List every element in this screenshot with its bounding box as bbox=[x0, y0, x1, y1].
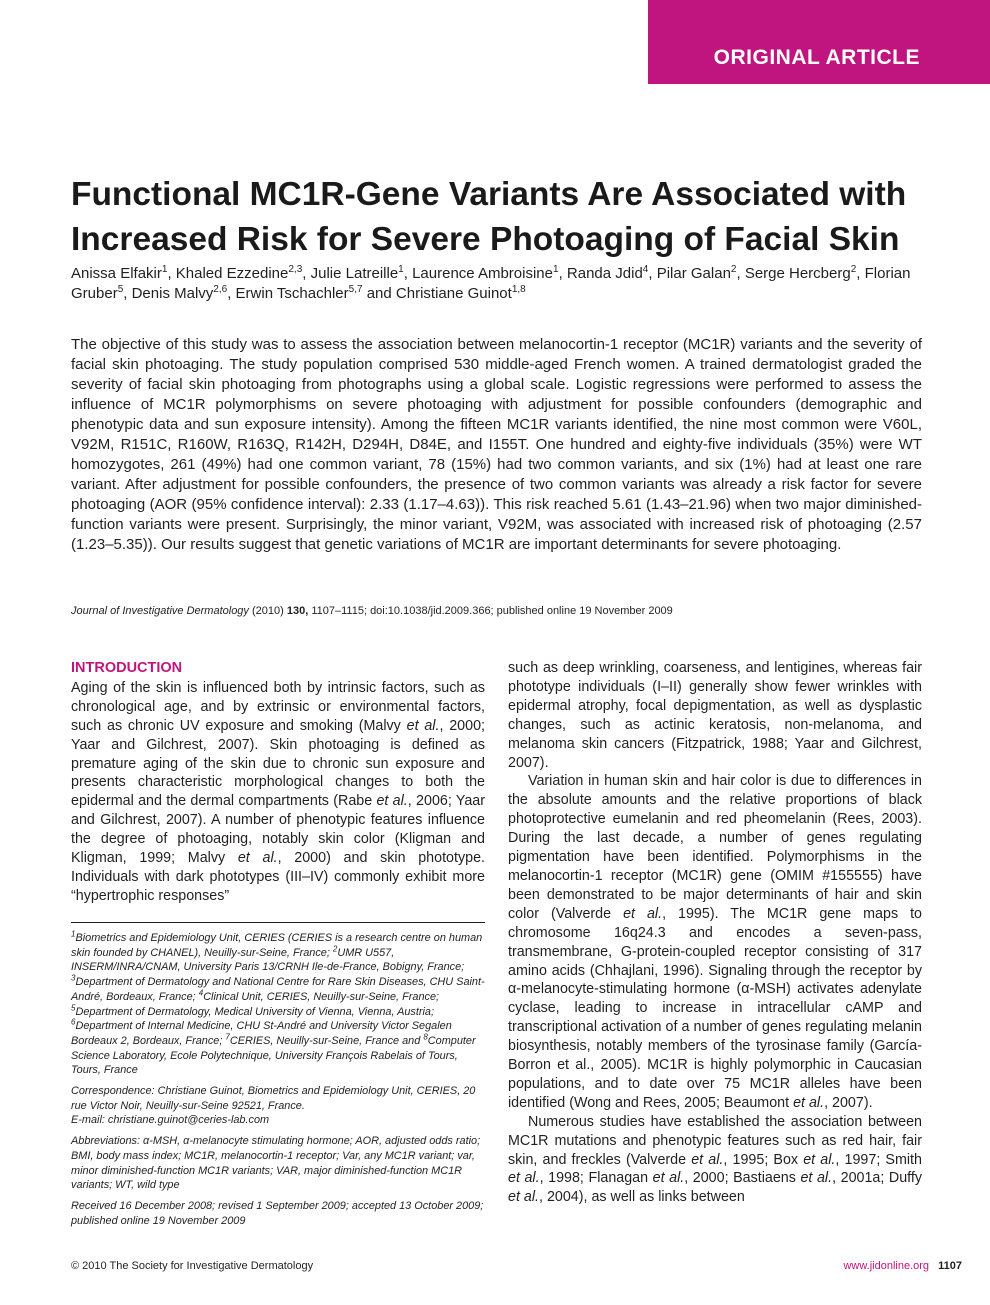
citation-year: (2010) bbox=[252, 605, 284, 617]
correspondence-block bbox=[71, 1084, 485, 1128]
article-type-banner bbox=[648, 0, 990, 84]
journal-url-link[interactable]: www.jidonline.org bbox=[843, 1260, 930, 1272]
author-affiliation-marker: 2 bbox=[850, 264, 857, 275]
author-name: Christiane Guinot bbox=[395, 285, 512, 302]
affiliations: $^1$Biometrics and Epidemiology Unit, CERIES (CERIES is a research centre on human skin founded by CHANEL), Neuilly-sur-Seine, France; $^2$UMR U557, INSERM/INRA/CNAM, University Paris 13/CRNH Ile-de-France, Bobigny, France; $^3$Department of Dermatology and National Centre for Rare Skin Diseases, CHU Saint-André, Bordeaux, France; $^4$Clinical Unit, CERIES, Neuilly-sur-Seine, France; $^5$Department of Dermatology, Medical University of Vienna, Vienna, Austria; $^6$Department of Internal Medicine, CHU St-André and University Victor Segalen Bordeaux 2, Bordeaux, France; $^7$CERIES, Neuilly-sur-Seine, France and $^8$Computer Science Laboratory, Ecole Polytechnique, University François Rabelais of Tours, Tours, France bbox=[71, 929, 485, 1077]
author-name: Pilar Galan bbox=[656, 265, 731, 282]
author-affiliation-marker: 2,6 bbox=[213, 284, 228, 295]
abbreviations: Abbreviations: α-MSH, α-melanocyte stimulating hormone; AOR, adjusted odds ratio; BMI, body mass index; MC1R, melanocortin-1 receptor; Var, any MC1R variant; var, minor diminished-function MC1R variants; VAR, major diminished-function MC1R variants; WT, wild type bbox=[71, 1135, 481, 1192]
footnotes bbox=[71, 931, 485, 1234]
author-name: Randa Jdid bbox=[566, 265, 643, 282]
intro-right-paragraph-2: Variation in human skin and hair color is due to differences in the absolute amounts and the relative proportions of black photoprotective eumelanin and red pheomelanin (Rees, 2003). During the last decade, a number of genes regulating pigmentation have been identified. Polymorphisms in the melanocortin-1 receptor (MC1R) gene (OMIM #155555) have been demonstrated to be major determinants of hair and skin color (Valverde et al., 1995). The MC1R gene maps to chromosome 16q24.3 and encodes a seven-pass, transmembrane, G-protein-coupled receptor consisting of 317 amino acids (Chhajlani, 1996). Signaling through the receptor by α-melanocyte-stimulating hormone (α-MSH) activates adenylate cyclase, leading to increase in intracellular cAMP and transcriptional activation of a number of genes regulating melanin biosynthesis, notably members of the tyrosinase family (García-Borron et al., 2005). MC1R is highly polymorphic in Caucasian populations, and to date over 75 MC1R alleles have been identified (Wong and Rees, 2005; Beaumont et al., 2007). bbox=[508, 773, 922, 1111]
author-affiliation-marker: 1,8 bbox=[511, 284, 526, 295]
author-name: Khaled Ezzedine bbox=[175, 265, 289, 282]
author-affiliation-marker: 1 bbox=[553, 264, 559, 275]
citation-journal: Journal of Investigative Dermatology bbox=[71, 605, 249, 617]
author-affiliation-marker: 1 bbox=[161, 264, 168, 275]
correspondence-email[interactable]: E-mail: christiane.guinot@ceries-lab.com bbox=[71, 1114, 270, 1127]
author-name: Florian Gruber bbox=[71, 265, 911, 302]
section-heading-introduction: INTRODUCTION bbox=[71, 660, 183, 676]
citation-rest: 1107–1115; doi:10.1038/jid.2009.366; published online 19 November 2009 bbox=[311, 605, 673, 617]
received-dates: Received 16 December 2008; revised 1 September 2009; accepted 13 October 2009; published online 19 November 2009 bbox=[71, 1199, 484, 1227]
author-affiliation-marker: 4 bbox=[642, 264, 649, 275]
footnote-divider bbox=[71, 922, 485, 923]
citation-volume: 130, bbox=[286, 605, 309, 617]
intro-paragraph: Aging of the skin is influenced both by intrinsic factors, such as chronological age, and by extrinsic or environmental factors, such as chronic UV exposure and smoking (Malvy et al., 2000; Yaar and Gilchrest, 2007). Skin photoaging is defined as premature aging of the skin due to chronic sun exposure and presents characteristic morphological changes to both the epidermal and the dermal compartments (Rabe et al., 2006; Yaar and Gilchrest, 2007). A number of phenotypic features influence the degree of photoaging, notably skin color (Kligman and Kligman, 1999; Malvy et al., 2000) and skin phototype. Individuals with dark phototypes (III–IV) commonly exhibit more “hypertrophic responses” bbox=[71, 679, 486, 904]
intro-right-paragraph-1: such as deep wrinkling, coarseness, and lentigines, whereas fair phototype individuals (I–II) generally show fewer wrinkles with epidermal atrophy, focal depigmentation, as well as dysplastic changes, such as actinic keratosis, non-melanoma, and melanoma skin cancers (Fitzpatrick, 1988; Yaar and Gilchrest, 2007). bbox=[508, 660, 922, 771]
citation-line bbox=[71, 604, 931, 618]
page-number: 1107 bbox=[938, 1260, 962, 1272]
intro-right-column bbox=[508, 659, 922, 1207]
author-list: Anissa Elfakir$^1$, Khaled Ezzedine$^{2,3}$, Julie Latreille$^1$, Laurence Ambroisine$^1$, Randa Jdid$^4$, Pilar Galan$^2$, Serge Hercberg$^2$, Florian Gruber$^5$, Denis Malvy$^{2,6}$, Erwin Tschachler$^{5,7}$ and Christiane Guinot$^{1,8}$ bbox=[71, 264, 911, 302]
author-name: Laurence Ambroisine bbox=[412, 265, 553, 282]
correspondence: Correspondence: Christiane Guinot, Biometrics and Epidemiology Unit, CERIES, 20 rue Victor Noir, Neuilly-sur-Seine 92521, France. bbox=[71, 1085, 476, 1112]
author-name: Denis Malvy bbox=[131, 285, 214, 302]
author-affiliation-marker: 2,3 bbox=[288, 264, 303, 275]
abstract: The objective of this study was to assess the association between melanocortin-1 receptor (MC1R) variants and the severity of facial skin photoaging. The study population comprised 530 middle-aged French women. A trained dermatologist graded the severity of facial skin photoaging from photographs using a global scale. Logistic regressions were performed to assess the influence of MC1R polymorphisms on severe photoaging with adjustment for possible confounders (demographic and phenotypic data and sun exposure intensity). Among the fifteen MC1R variants identified, the nine most common were V60L, V92M, R151C, R160W, R163Q, R142H, D294H, D84E, and I155T. One hundred and eighty-five individuals (35%) were WT homozygotes, 261 (49%) had one common variant, 78 (15%) had two common variants, and six (1%) had at least one rare variant. After adjustment for possible confounders, the presence of two common variants was already a risk factor for severe photoaging (AOR (95% confidence interval): 2.33 (1.17–4.63)). This risk reached 5.61 (1.43–21.96) when two major diminished-function variants were present. Surprisingly, the minor variant, V92M, was associated with increased risk of photoaging (2.57 (1.23–5.35)). Our results suggest that genetic variations of MC1R are important determinants for severe photoaging. bbox=[71, 336, 922, 553]
article-title: Functional MC1R-Gene Variants Are Associated with Increased Risk for Severe Photoaging of Facial Skin bbox=[71, 176, 907, 258]
intro-left-column bbox=[71, 659, 485, 906]
footer-right bbox=[843, 1260, 962, 1272]
author-name: Serge Hercberg bbox=[744, 265, 851, 282]
author-affiliation-marker: 5 bbox=[117, 284, 124, 295]
author-affiliation-marker: 2 bbox=[730, 264, 737, 275]
author-name: Julie Latreille bbox=[310, 265, 399, 282]
article-type-label: ORIGINAL ARTICLE bbox=[713, 46, 920, 69]
author-affiliation-marker: 1 bbox=[398, 264, 404, 275]
intro-right-paragraph-3: Numerous studies have established the association between MC1R mutations and phenotypic features such as red hair, fair skin, and freckles (Valverde et al., 1995; Box et al., 1997; Smith et al., 1998; Flanagan et al., 2000; Bastiaens et al., 2001a; Duffy et al., 2004), as well as links between bbox=[508, 1113, 923, 1206]
footer-copyright: © 2010 The Society for Investigative Dermatology bbox=[71, 1260, 314, 1272]
author-name: Anissa Elfakir bbox=[71, 265, 162, 282]
author-name: Erwin Tschachler bbox=[235, 285, 349, 302]
author-affiliation-marker: 5,7 bbox=[348, 284, 363, 295]
